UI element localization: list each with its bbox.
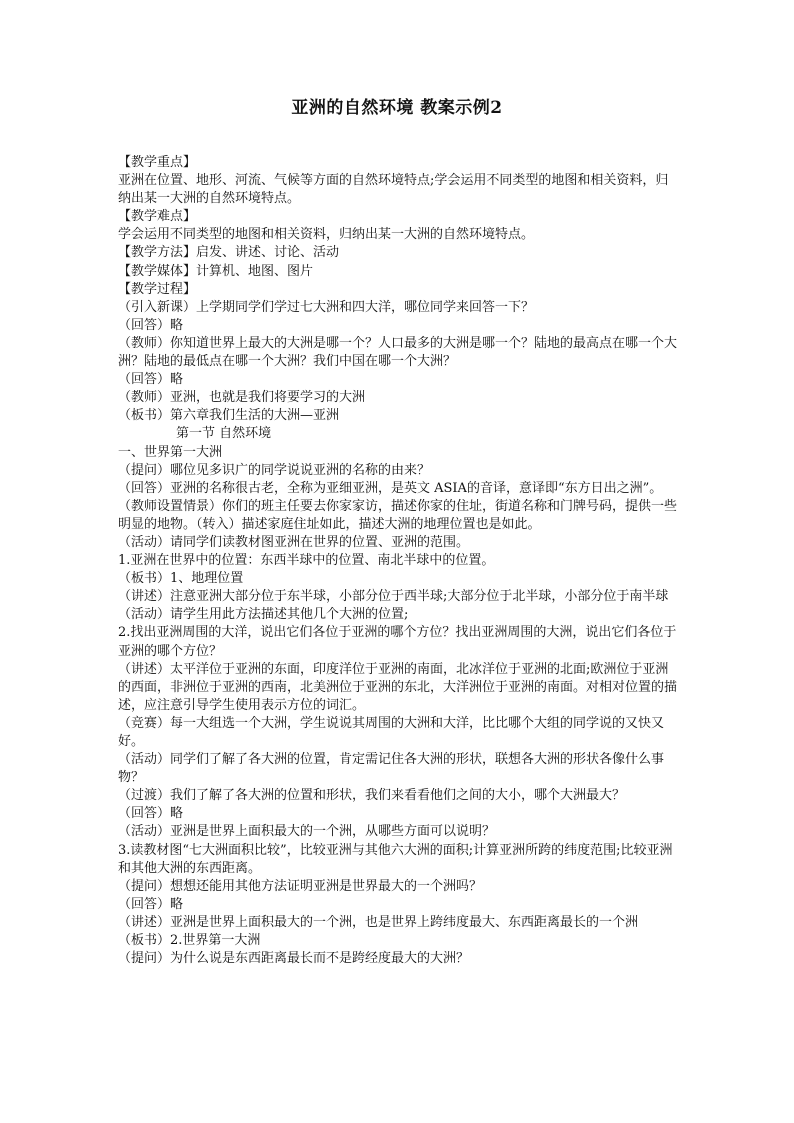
paragraph: （活动）亚洲是世界上面积最大的一个洲，从哪些方面可以说明？ [118, 824, 496, 840]
section-heading-process: 【教学过程】 [118, 281, 197, 297]
paragraph: （回答）亚洲的名称很古老，全称为亚细亚洲，是英文 ASIA的音译，意译即“东方日出之洲”。 [118, 480, 663, 496]
section-heading-focus: 【教学重点】 [118, 155, 197, 170]
paragraph: （活动）请同学们读教材图亚洲在世界的位置、亚洲的范围。 [118, 534, 470, 550]
paragraph: （回答）略 [118, 806, 184, 822]
paragraph: （引入新课）上学期同学们学过七大洲和四大洋，哪位同学来回答一下？ [118, 299, 535, 315]
document-title: 亚洲的自然环境 教案示例2 [291, 98, 503, 118]
subsection-title: 第一节 自然环境 [176, 426, 272, 442]
paragraph: （讲述）亚洲是世界上面积最大的一个洲，也是世界上跨纬度最大、东西距离最长的一个洲 [118, 914, 639, 930]
paragraph: （板书）第六章我们生活的大洲—亚洲 [118, 408, 340, 424]
section-heading: 一、世界第一大洲 [118, 444, 223, 460]
paragraph: （教师）亚洲，也就是我们将要学习的大洲 [118, 390, 366, 406]
paragraph: （提问）为什么说是东西距离最长而不是跨经度最大的大洲？ [118, 951, 470, 967]
paragraph: （板书）1、地理位置 [118, 571, 244, 587]
paragraph-method: 【教学方法】启发、讲述、讨论、活动 [118, 245, 340, 261]
paragraph: （回答）略 [118, 896, 184, 912]
paragraph: （讲述）太平洋位于亚洲的东面，印度洋位于亚洲的南面，北冰洋位于亚洲的北面;欧洲位于亚洲的西面，非洲位于亚洲的西南，北美洲位于亚洲的东北，大洋洲位于亚洲的南面。对相对位置的描述，应注意引导学生使用表示方位的词汇。 [118, 661, 678, 713]
paragraph: （过渡）我们了解了各大洲的位置和形状，我们来看看他们之间的大小，哪个大洲最大？ [118, 788, 626, 804]
paragraph: 2.找出亚洲周围的大洋，说出它们各位于亚洲的哪个方位？找出亚洲周围的大洲，说出它们各位于亚洲的哪个方位？ [118, 625, 677, 659]
paragraph-difficulty: 学会运用不同类型的地图和相关资料，归纳出某一大洲的自然环境特点。 [118, 227, 535, 243]
paragraph: （回答）略 [118, 317, 184, 333]
paragraph: （竞赛）每一大组选一个大洲，学生说说其周围的大洲和大洋，比比哪个大组的同学说的又快又好。 [118, 715, 665, 749]
paragraph-media: 【教学媒体】计算机、地图、图片 [118, 263, 314, 279]
paragraph: （活动）同学们了解了各大洲的位置，肯定需记住各大洲的形状，联想各大洲的形状各像什么事物？ [118, 752, 665, 786]
paragraph: （回答）略 [118, 372, 184, 388]
paragraph: （提问）想想还能用其他方法证明亚洲是世界最大的一个洲吗？ [118, 878, 483, 894]
paragraph: （教师）你知道世界上最大的大洲是哪一个？人口最多的大洲是哪一个？陆地的最高点在哪一个大洲？陆地的最低点在哪一个大洲？我们中国在哪一个大洲？ [118, 335, 678, 370]
paragraph-focus: 亚洲在位置、地形、河流、气候等方面的自然环境特点;学会运用不同类型的地图和相关资料，归纳出某一大洲的自然环境特点。 [118, 173, 669, 207]
paragraph: 1.亚洲在世界中的位置：东西半球中的位置、南北半球中的位置。 [118, 553, 495, 569]
paragraph: 3.读教材图“七大洲面积比较”，比较亚洲与其他六大洲的面积;计算亚洲所跨的纬度范围;比较亚洲和其他大洲的东西距离。 [118, 842, 673, 876]
paragraph: （教师设置情景）你们的班主任要去你家家访，描述你家的住址，街道名称和门牌号码，提供一些明显的地物。（转入）描述家庭住址如此，描述大洲的地理位置也是如此。 [118, 498, 678, 532]
paragraph: （讲述）注意亚洲大部分位于东半球，小部分位于西半球;大部分位于北半球，小部分位于南半球 [118, 589, 669, 605]
section-heading-difficulty: 【教学难点】 [118, 209, 197, 225]
paragraph: （提问）哪位见多识广的同学说说亚洲的名称的由来？ [118, 462, 431, 478]
paragraph: （板书）2.世界第一大洲 [118, 933, 261, 949]
document-body [118, 154, 678, 968]
paragraph: （活动）请学生用此方法描述其他几个大洲的位置; [118, 607, 409, 623]
